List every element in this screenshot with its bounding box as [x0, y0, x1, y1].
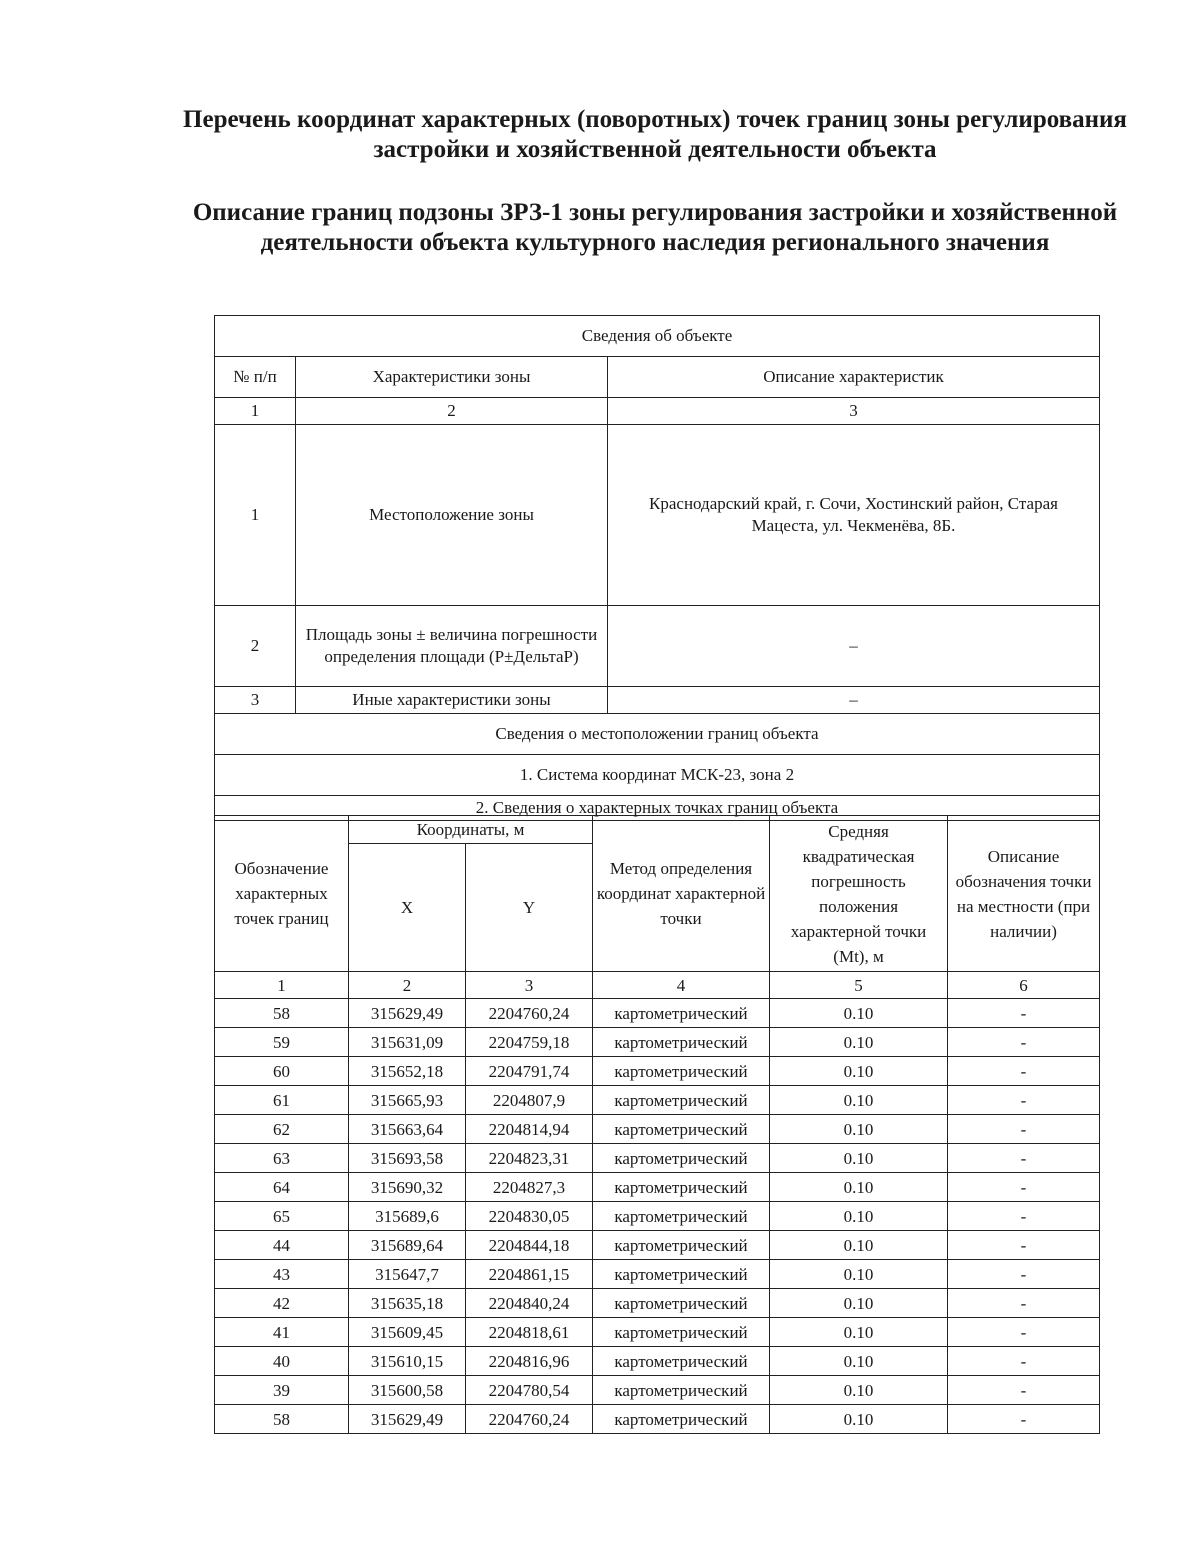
point-id: 58: [215, 999, 349, 1028]
point-description: -: [948, 1173, 1100, 1202]
info-colnum: 1: [215, 398, 296, 425]
header-designation: Обозначение характерных точек границ: [215, 816, 349, 972]
point-x: 315631,09: [349, 1028, 466, 1057]
point-method: картометрический: [593, 1231, 770, 1260]
point-description: -: [948, 1144, 1100, 1173]
info-section-title: Сведения об объекте: [215, 316, 1100, 357]
point-y: 2204814,94: [466, 1115, 593, 1144]
point-method: картометрический: [593, 1260, 770, 1289]
point-y: 2204844,18: [466, 1231, 593, 1260]
info-row-num: 1: [215, 425, 296, 606]
info-header-row: [215, 357, 1100, 398]
points-colnum-row: [215, 972, 1100, 999]
object-info-table: [214, 315, 1100, 821]
info-row-value: –: [608, 687, 1100, 714]
point-y: 2204807,9: [466, 1086, 593, 1115]
point-error: 0.10: [770, 1144, 948, 1173]
point-id: 43: [215, 1260, 349, 1289]
point-error: 0.10: [770, 1086, 948, 1115]
point-description: -: [948, 1289, 1100, 1318]
info-colnum-row: [215, 398, 1100, 425]
point-y: 2204840,24: [466, 1289, 593, 1318]
document-title: Перечень координат характерных (поворотных) точек границ зоны регулирования застройки и хозяйственной деятельности объекта: [183, 106, 1127, 163]
info-row-name: Иные характеристики зоны: [296, 687, 608, 714]
point-x: 315690,32: [349, 1173, 466, 1202]
point-x: 315689,6: [349, 1202, 466, 1231]
point-error: 0.10: [770, 1405, 948, 1434]
point-y: 2204818,61: [466, 1318, 593, 1347]
point-id: 65: [215, 1202, 349, 1231]
point-description: -: [948, 1202, 1100, 1231]
point-id: 59: [215, 1028, 349, 1057]
point-method: картометрический: [593, 1376, 770, 1405]
point-error: 0.10: [770, 1318, 948, 1347]
point-y: 2204791,74: [466, 1057, 593, 1086]
point-method: картометрический: [593, 1405, 770, 1434]
point-y: 2204830,05: [466, 1202, 593, 1231]
point-description: -: [948, 1376, 1100, 1405]
header-coordinates: Координаты, м: [349, 816, 593, 844]
point-method: картометрический: [593, 1057, 770, 1086]
header-description: Описание обозначения точки на местности (при наличии): [948, 816, 1100, 972]
point-error: 0.10: [770, 1376, 948, 1405]
point-y: 2204780,54: [466, 1376, 593, 1405]
point-x: 315609,45: [349, 1318, 466, 1347]
location-section-row: [215, 714, 1100, 755]
point-id: 58: [215, 1405, 349, 1434]
points-colnum: 3: [466, 972, 593, 999]
point-x: 315689,64: [349, 1231, 466, 1260]
info-row-num: 3: [215, 687, 296, 714]
point-id: 39: [215, 1376, 349, 1405]
point-method: картометрический: [593, 1173, 770, 1202]
point-description: -: [948, 1115, 1100, 1144]
point-error: 0.10: [770, 1347, 948, 1376]
point-x: 315635,18: [349, 1289, 466, 1318]
point-description: -: [948, 1405, 1100, 1434]
table-row: [215, 1289, 1100, 1318]
table-row: [215, 1115, 1100, 1144]
point-error: 0.10: [770, 1289, 948, 1318]
table-row: [215, 1260, 1100, 1289]
point-method: картометрический: [593, 1289, 770, 1318]
point-x: 315663,64: [349, 1115, 466, 1144]
table-row: [215, 999, 1100, 1028]
point-id: 42: [215, 1289, 349, 1318]
point-description: -: [948, 1318, 1100, 1347]
points-colnum: 6: [948, 972, 1100, 999]
info-row-value: Краснодарский край, г. Сочи, Хостинский район, Старая Мацеста, ул. Чекменёва, 8Б.: [608, 425, 1100, 606]
point-error: 0.10: [770, 1173, 948, 1202]
point-error: 0.10: [770, 1231, 948, 1260]
point-x: 315665,93: [349, 1086, 466, 1115]
table-row: [215, 1318, 1100, 1347]
info-row-name: Местоположение зоны: [296, 425, 608, 606]
boundary-points-table: [214, 815, 1100, 1434]
points-header-row: [215, 816, 1100, 844]
point-method: картометрический: [593, 1028, 770, 1057]
point-y: 2204816,96: [466, 1347, 593, 1376]
point-description: -: [948, 1057, 1100, 1086]
point-description: -: [948, 999, 1100, 1028]
point-error: 0.10: [770, 1057, 948, 1086]
info-colnum: 2: [296, 398, 608, 425]
point-x: 315629,49: [349, 999, 466, 1028]
points-colnum: 4: [593, 972, 770, 999]
info-row-name: Площадь зоны ± величина погрешности определения площади (Р±ДельтаР): [296, 606, 608, 687]
point-method: картометрический: [593, 1144, 770, 1173]
point-y: 2204760,24: [466, 1405, 593, 1434]
point-description: -: [948, 1028, 1100, 1057]
coord-system-row: [215, 755, 1100, 796]
point-x: 315647,7: [349, 1260, 466, 1289]
table-row: [215, 1347, 1100, 1376]
info-colnum: 3: [608, 398, 1100, 425]
table-row: [215, 1231, 1100, 1260]
point-id: 61: [215, 1086, 349, 1115]
point-error: 0.10: [770, 1115, 948, 1144]
table-row: [215, 1376, 1100, 1405]
point-error: 0.10: [770, 999, 948, 1028]
points-colnum: 5: [770, 972, 948, 999]
header-x: X: [349, 844, 466, 972]
document-subtitle: Описание границ подзоны ЗРЗ-1 зоны регулирования застройки и хозяйственной деятельности объекта культурного наследия регионального значения: [192, 199, 1118, 256]
point-method: картометрический: [593, 1202, 770, 1231]
point-error: 0.10: [770, 1028, 948, 1057]
table-row: [215, 1405, 1100, 1434]
point-id: 60: [215, 1057, 349, 1086]
location-section-title: Сведения о местоположении границ объекта: [215, 714, 1100, 755]
points-section-title: 2. Сведения о характерных точках границ объекта: [215, 796, 1100, 821]
point-y: 2204760,24: [466, 999, 593, 1028]
info-row: [215, 687, 1100, 714]
info-header-characteristic: Характеристики зоны: [296, 357, 608, 398]
info-row: [215, 606, 1100, 687]
point-description: -: [948, 1347, 1100, 1376]
point-method: картометрический: [593, 999, 770, 1028]
point-id: 41: [215, 1318, 349, 1347]
table-row: [215, 1028, 1100, 1057]
info-row-num: 2: [215, 606, 296, 687]
point-id: 62: [215, 1115, 349, 1144]
points-body: [215, 999, 1100, 1434]
point-description: -: [948, 1260, 1100, 1289]
point-y: 2204861,15: [466, 1260, 593, 1289]
table-row: [215, 1086, 1100, 1115]
points-colnum: 2: [349, 972, 466, 999]
point-x: 315610,15: [349, 1347, 466, 1376]
point-x: 315600,58: [349, 1376, 466, 1405]
point-y: 2204823,31: [466, 1144, 593, 1173]
point-error: 0.10: [770, 1202, 948, 1231]
points-colnum: 1: [215, 972, 349, 999]
point-method: картометрический: [593, 1115, 770, 1144]
info-header-description: Описание характеристик: [608, 357, 1100, 398]
point-description: -: [948, 1086, 1100, 1115]
point-y: 2204827,3: [466, 1173, 593, 1202]
point-id: 40: [215, 1347, 349, 1376]
point-id: 44: [215, 1231, 349, 1260]
point-id: 63: [215, 1144, 349, 1173]
point-method: картометрический: [593, 1318, 770, 1347]
table-row: [215, 1057, 1100, 1086]
header-method: Метод определения координат характерной точки: [593, 816, 770, 972]
coord-system-title: 1. Система координат МСК-23, зона 2: [215, 755, 1100, 796]
point-method: картометрический: [593, 1086, 770, 1115]
table-row: [215, 1202, 1100, 1231]
point-x: 315652,18: [349, 1057, 466, 1086]
table-row: [215, 1173, 1100, 1202]
point-error: 0.10: [770, 1260, 948, 1289]
point-x: 315693,58: [349, 1144, 466, 1173]
point-description: -: [948, 1231, 1100, 1260]
point-id: 64: [215, 1173, 349, 1202]
point-x: 315629,49: [349, 1405, 466, 1434]
table-row: [215, 1144, 1100, 1173]
info-header-num: № п/п: [215, 357, 296, 398]
info-section-row: [215, 316, 1100, 357]
header-y: Y: [466, 844, 593, 972]
info-row: [215, 425, 1100, 606]
point-y: 2204759,18: [466, 1028, 593, 1057]
info-row-value: –: [608, 606, 1100, 687]
header-error: Средняя квадратическая погрешность положения характерной точки (Mt), м: [770, 816, 948, 972]
point-method: картометрический: [593, 1347, 770, 1376]
